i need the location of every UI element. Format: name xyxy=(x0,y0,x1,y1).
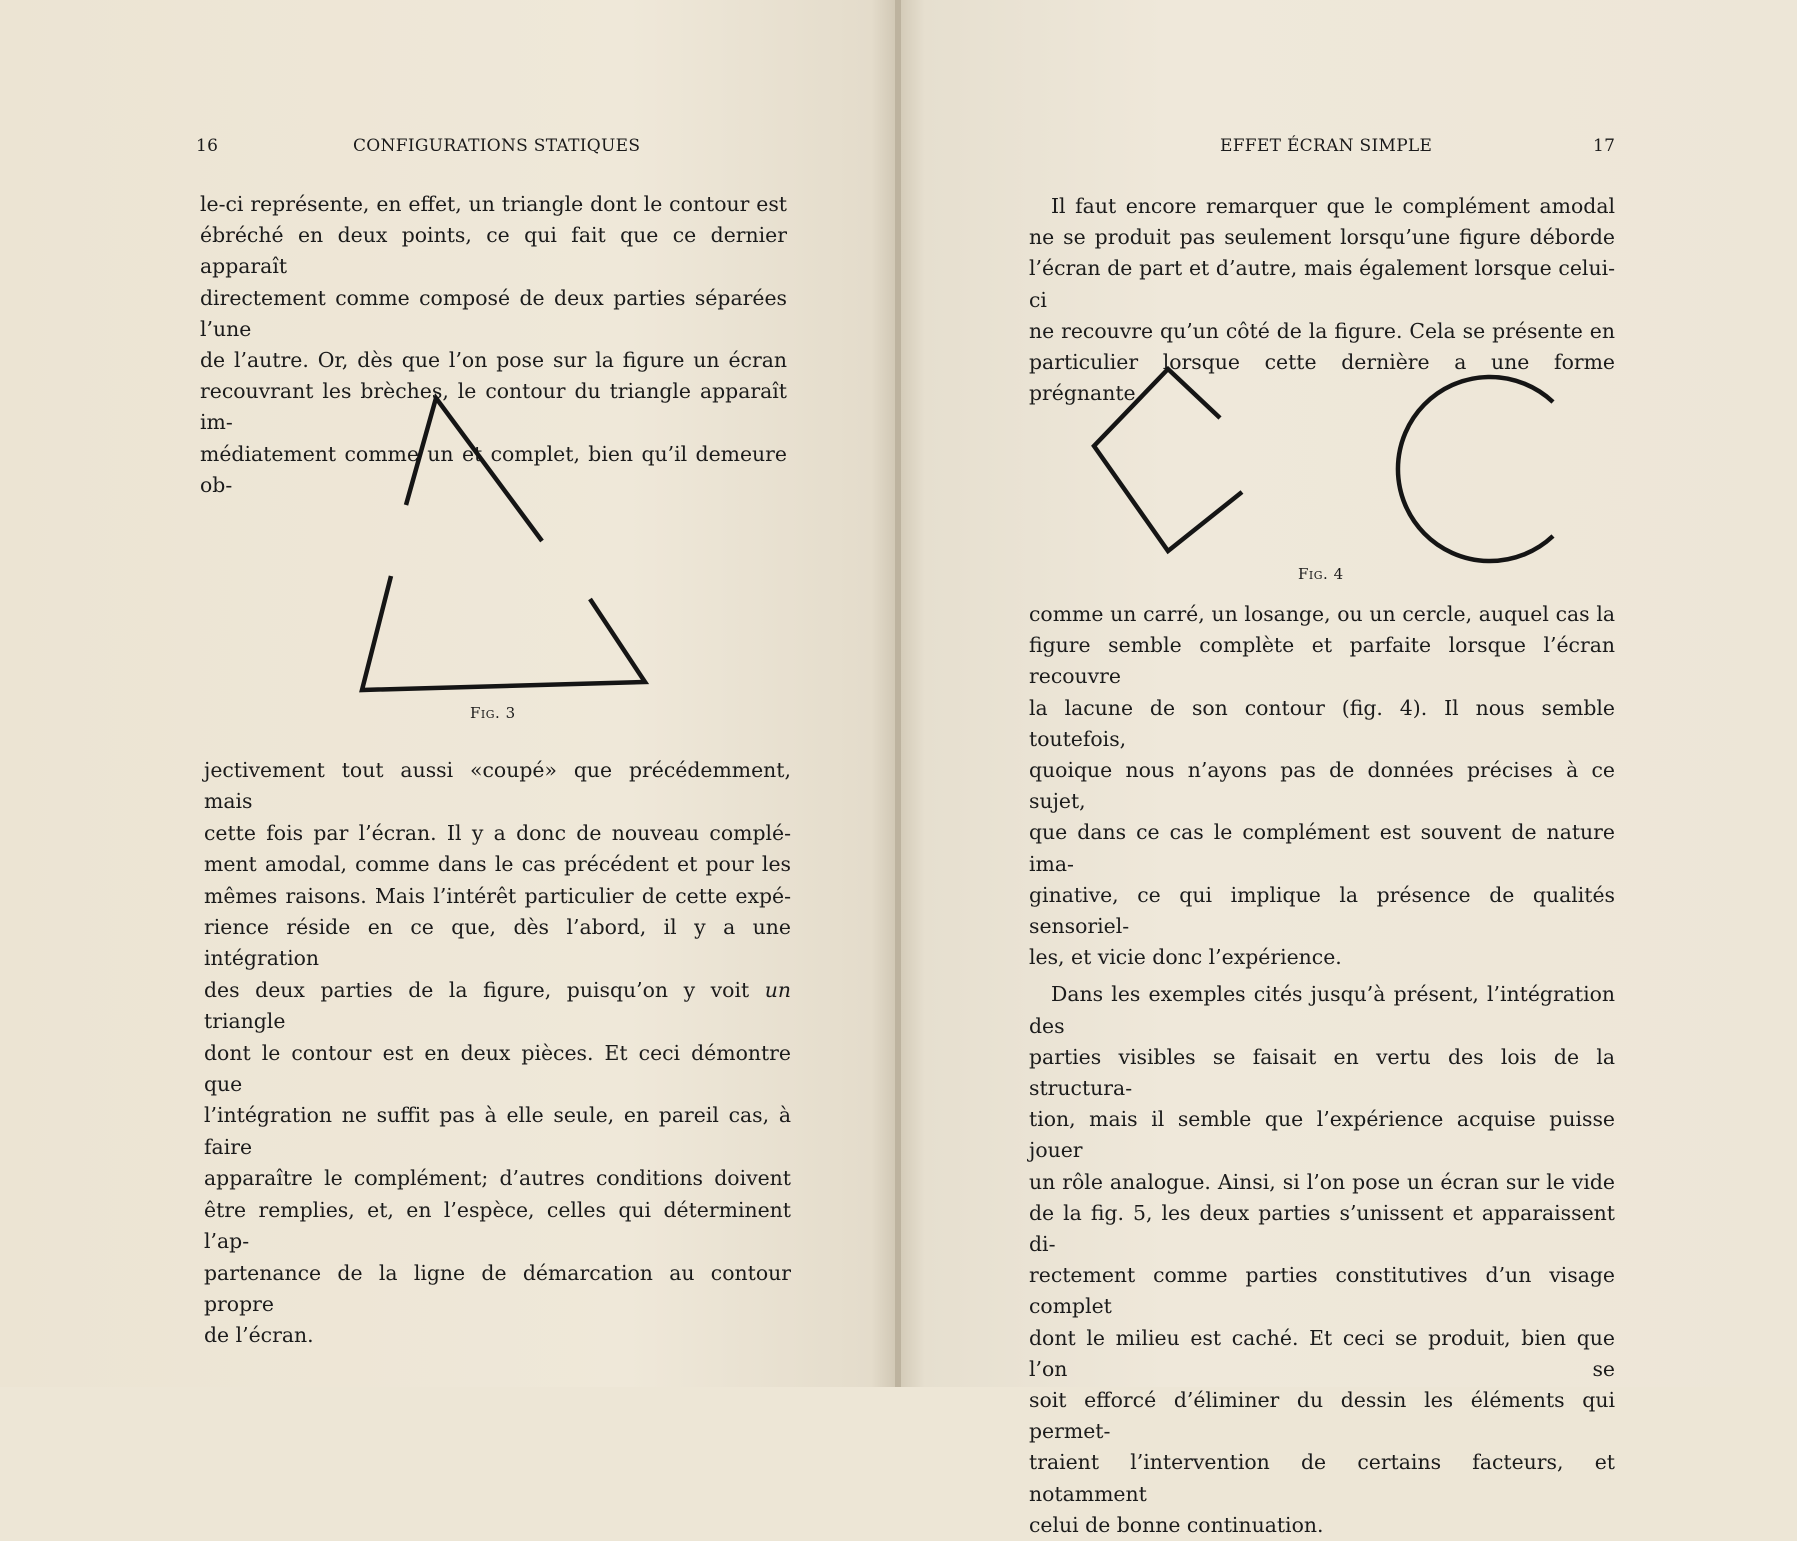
text-line: directement comme composé de deux parties séparées l’une xyxy=(200,285,787,341)
right-bottom-paragraphs xyxy=(1029,599,1615,1541)
text-line: les, et vicie donc l’expérience. xyxy=(1029,945,1342,970)
text-line: ginative, ce qui implique la présence de qualités sensoriel- xyxy=(1029,882,1615,939)
text-line: rectement comme parties constitutives d’un visage complet xyxy=(1029,1263,1615,1319)
text-line: ne se produit pas seulement lorsqu’une figure déborde xyxy=(1029,225,1615,250)
text-line: de la fig. 5, les deux parties s’unissent et apparaissent di- xyxy=(1029,1200,1615,1257)
text-line: l’intégration ne suffit pas à elle seule, en pareil cas, à faire xyxy=(204,1103,791,1159)
figure-4-caption: Fig. 4 xyxy=(1298,565,1344,583)
diamond-outline xyxy=(1094,369,1242,551)
text-line: être remplies, et, en l’espèce, celles qui déterminent l’ap- xyxy=(204,1197,791,1254)
text-line: celui de bonne continuation. xyxy=(1029,1512,1324,1537)
text-line: que dans ce cas le complément est souvent de nature ima- xyxy=(1029,820,1615,876)
text-line: Il faut encore remarquer que le complément amodal xyxy=(1051,194,1615,218)
text-line: l’écran de part et d’autre, mais également lorsque celui-ci xyxy=(1029,256,1615,312)
text-line: soit efforcé d’éliminer du dessin les éléments qui permet- xyxy=(1029,1388,1615,1444)
italic-word: un xyxy=(764,977,791,1002)
text-line: rience réside en ce que, dès l’abord, il y a une intégration xyxy=(204,915,791,971)
text-line: mêmes raisons. Mais l’intérêt particulier de cette expé- xyxy=(204,883,791,908)
text-line: cette fois par l’écran. Il y a donc de nouveau complé- xyxy=(204,820,791,845)
text-line: le-ci représente, en effet, un triangle dont le contour est xyxy=(200,192,787,216)
text-line: recouvrant les brèches, le contour du triangle apparaît im- xyxy=(200,379,787,435)
text-line: ne recouvre qu’un côté de la figure. Cela se présente en xyxy=(1029,318,1615,343)
text-line: ébréché en deux points, ce qui fait que ce dernier apparaît xyxy=(200,223,787,279)
text-line-with-italic: des deux parties de la figure, puisqu’on y voit un triangle xyxy=(204,977,791,1034)
right-page-number: 17 xyxy=(1593,136,1616,156)
left-page-number: 16 xyxy=(196,136,219,156)
text-line: figure semble complète et parfaite lorsque l’écran recouvre xyxy=(1029,633,1615,689)
left-running-head: CONFIGURATIONS STATIQUES xyxy=(353,136,641,156)
text-line: quoique nous n’ayons pas de données précises à ce sujet, xyxy=(1029,758,1615,814)
text-line: médiatement comme un et complet, bien qu’il demeure ob- xyxy=(200,441,787,497)
text-line: dont le milieu est caché. Et ceci se produit, bien que l’on se xyxy=(1029,1325,1615,1381)
text-line: comme un carré, un losange, ou un cercle, auquel cas la xyxy=(1029,602,1615,626)
text-line: parties visibles se faisait en vertu des lois de la structura- xyxy=(1029,1044,1615,1101)
text-line: Dans les exemples cités jusqu’à présent, l’intégration des xyxy=(1029,982,1615,1038)
text-line: particulier lorsque cette dernière a une forme prégnante, xyxy=(1029,350,1615,406)
text-line: dont le contour est en deux pièces. Et ceci démontre que xyxy=(204,1040,791,1097)
right-running-head: EFFET ÉCRAN SIMPLE xyxy=(1220,136,1433,156)
text-line: la lacune de son contour (fig. 4). Il nous semble toutefois, xyxy=(1029,695,1615,751)
text-line: apparaître le complément; d’autres conditions doivent xyxy=(204,1166,791,1191)
text-line: jectivement tout aussi «coupé» que précédemment, mais xyxy=(204,758,791,814)
text-line: de l’autre. Or, dès que l’on pose sur la figure un écran xyxy=(200,348,787,373)
figure-3-caption: Fig. 3 xyxy=(470,704,516,722)
text-line: tion, mais il semble que l’expérience acquise puisse jouer xyxy=(1029,1107,1615,1163)
text-line: ment amodal, comme dans le cas précédent et pour les xyxy=(204,852,791,877)
open-circle-arc xyxy=(1398,377,1553,561)
text-line: de l’écran. xyxy=(204,1323,314,1348)
text-line: partenance de la ligne de démarcation au contour propre xyxy=(204,1260,791,1316)
text-line: un rôle analogue. Ainsi, si l’on pose un écran sur le vide xyxy=(1029,1169,1615,1194)
text-line: traient l’intervention de certains facteurs, et notamment xyxy=(1029,1450,1615,1506)
